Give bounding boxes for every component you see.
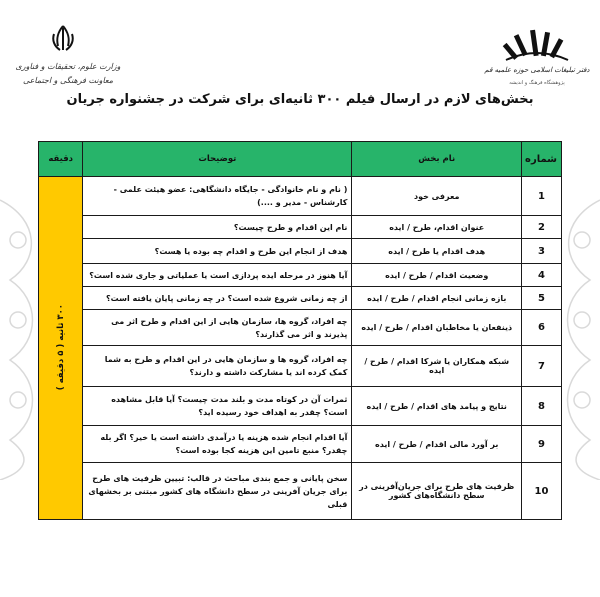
institute-logo xyxy=(482,24,592,94)
table-row xyxy=(39,463,562,520)
row-num: 6 xyxy=(522,310,562,346)
table-row xyxy=(39,177,562,216)
ministry-line2: معاونت فرهنگی و اجتماعی xyxy=(22,76,114,85)
row-desc: سخن پایانی و جمع بندی مباحث در قالب: تبیین ظرفیت های طرح برای جریان آفرینی در سطح دانشگاه های کشور مبتنی بر بخشهای قبلی xyxy=(83,463,352,520)
sections-table xyxy=(38,141,562,520)
row-desc: آیا اقدام انجام شده هزینه یا درآمدی داشته است یا خیر؟ اگر بله چقدر؟ منبع تامین این هزینه کجا بوده است؟ xyxy=(83,426,352,463)
table-row xyxy=(39,387,562,426)
table-header-row xyxy=(39,142,562,177)
row-num: 9 xyxy=(522,426,562,463)
table-row xyxy=(39,310,562,346)
table-row xyxy=(39,239,562,264)
row-name: هدف اقدام یا طرح / ایده xyxy=(352,239,522,264)
table-row xyxy=(39,216,562,239)
row-num: 8 xyxy=(522,387,562,426)
iran-emblem-icon xyxy=(48,24,78,54)
ministry-line1: وزارت علوم، تحقیقات و فناوری xyxy=(15,62,121,71)
row-name: عنوان اقدام، طرح / ایده xyxy=(352,216,522,239)
institute-emblem-icon xyxy=(502,24,572,62)
row-name: وضعیت اقدام / طرح / ایده xyxy=(352,264,522,287)
table-row xyxy=(39,264,562,287)
row-name: شبکه همکاران یا شرکا اقدام / طرح / ایده xyxy=(352,346,522,387)
page-title: بخش‌های لازم در ارسال فیلم ۳۰۰ ثانیه‌ای برای شرکت در جشنواره جریان xyxy=(66,92,534,107)
row-num: 4 xyxy=(522,264,562,287)
header-minute: دقیقه xyxy=(39,142,83,177)
row-name: بازه زمانی انجام اقدام / طرح / ایده xyxy=(352,287,522,310)
row-desc: از چه زمانی شروع شده است؟ در چه زمانی پایان یافته است؟ xyxy=(83,287,352,310)
institute-line2: پژوهشگاه فرهنگ و اندیشه xyxy=(509,80,565,86)
row-num: 10 xyxy=(522,463,562,520)
row-name: نتایج و پیامد های اقدام / طرح / ایده xyxy=(352,387,522,426)
minute-cell xyxy=(39,177,83,520)
row-desc: آیا هنوز در مرحله ایده پردازی است یا عملیاتی و جاری شده است؟ xyxy=(83,264,352,287)
row-desc: ( نام و نام خانوادگی - جایگاه دانشگاهی: عضو هیئت علمی - کارشناس - مدیر و ....) xyxy=(83,177,352,216)
table-row xyxy=(39,346,562,387)
row-name: معرفی خود xyxy=(352,177,522,216)
row-desc: نام این اقدام و طرح چیست؟ xyxy=(83,216,352,239)
row-num: 3 xyxy=(522,239,562,264)
row-num: 5 xyxy=(522,287,562,310)
row-desc: ثمرات آن در کوتاه مدت و بلند مدت چیست؟ آیا قابل مشاهده است؟ چقدر به اهداف خود رسیده اید؟ xyxy=(83,387,352,426)
header-num: شماره xyxy=(522,142,562,177)
row-desc: چه افراد، گروه ها و سازمان هایی در این اقدام و طرح به شما کمک کرده اند یا مشارکت داشته و دارند؟ xyxy=(83,346,352,387)
row-desc: چه افراد، گروه ها، سازمان هایی از این اقدام و طرح اثر می پذیرند و اثر می گذارند؟ xyxy=(83,310,352,346)
row-name: ذینفعان یا مخاطبان اقدام / طرح / ایده xyxy=(352,310,522,346)
row-name: ظرفیت های طرح برای جریان‌آفرینی در سطح دانشگاه‌های کشور xyxy=(352,463,522,520)
row-num: 7 xyxy=(522,346,562,387)
institute-line1: دفتر تبلیغات اسلامی حوزه علمیه قم xyxy=(484,66,590,74)
header-name: نام بخش xyxy=(352,142,522,177)
row-num: 1 xyxy=(522,177,562,216)
row-num: 2 xyxy=(522,216,562,239)
table-row xyxy=(39,287,562,310)
row-name: بر آورد مالی اقدام / طرح / ایده xyxy=(352,426,522,463)
ministry-logo xyxy=(8,24,158,96)
header-desc: توضیحات xyxy=(83,142,352,177)
row-desc: هدف از انجام این طرح و اقدام چه بوده یا هست؟ xyxy=(83,239,352,264)
table-row xyxy=(39,426,562,463)
minute-value: ۳۰۰ ثانیه ( ۵ دقیقه ) xyxy=(55,303,66,391)
